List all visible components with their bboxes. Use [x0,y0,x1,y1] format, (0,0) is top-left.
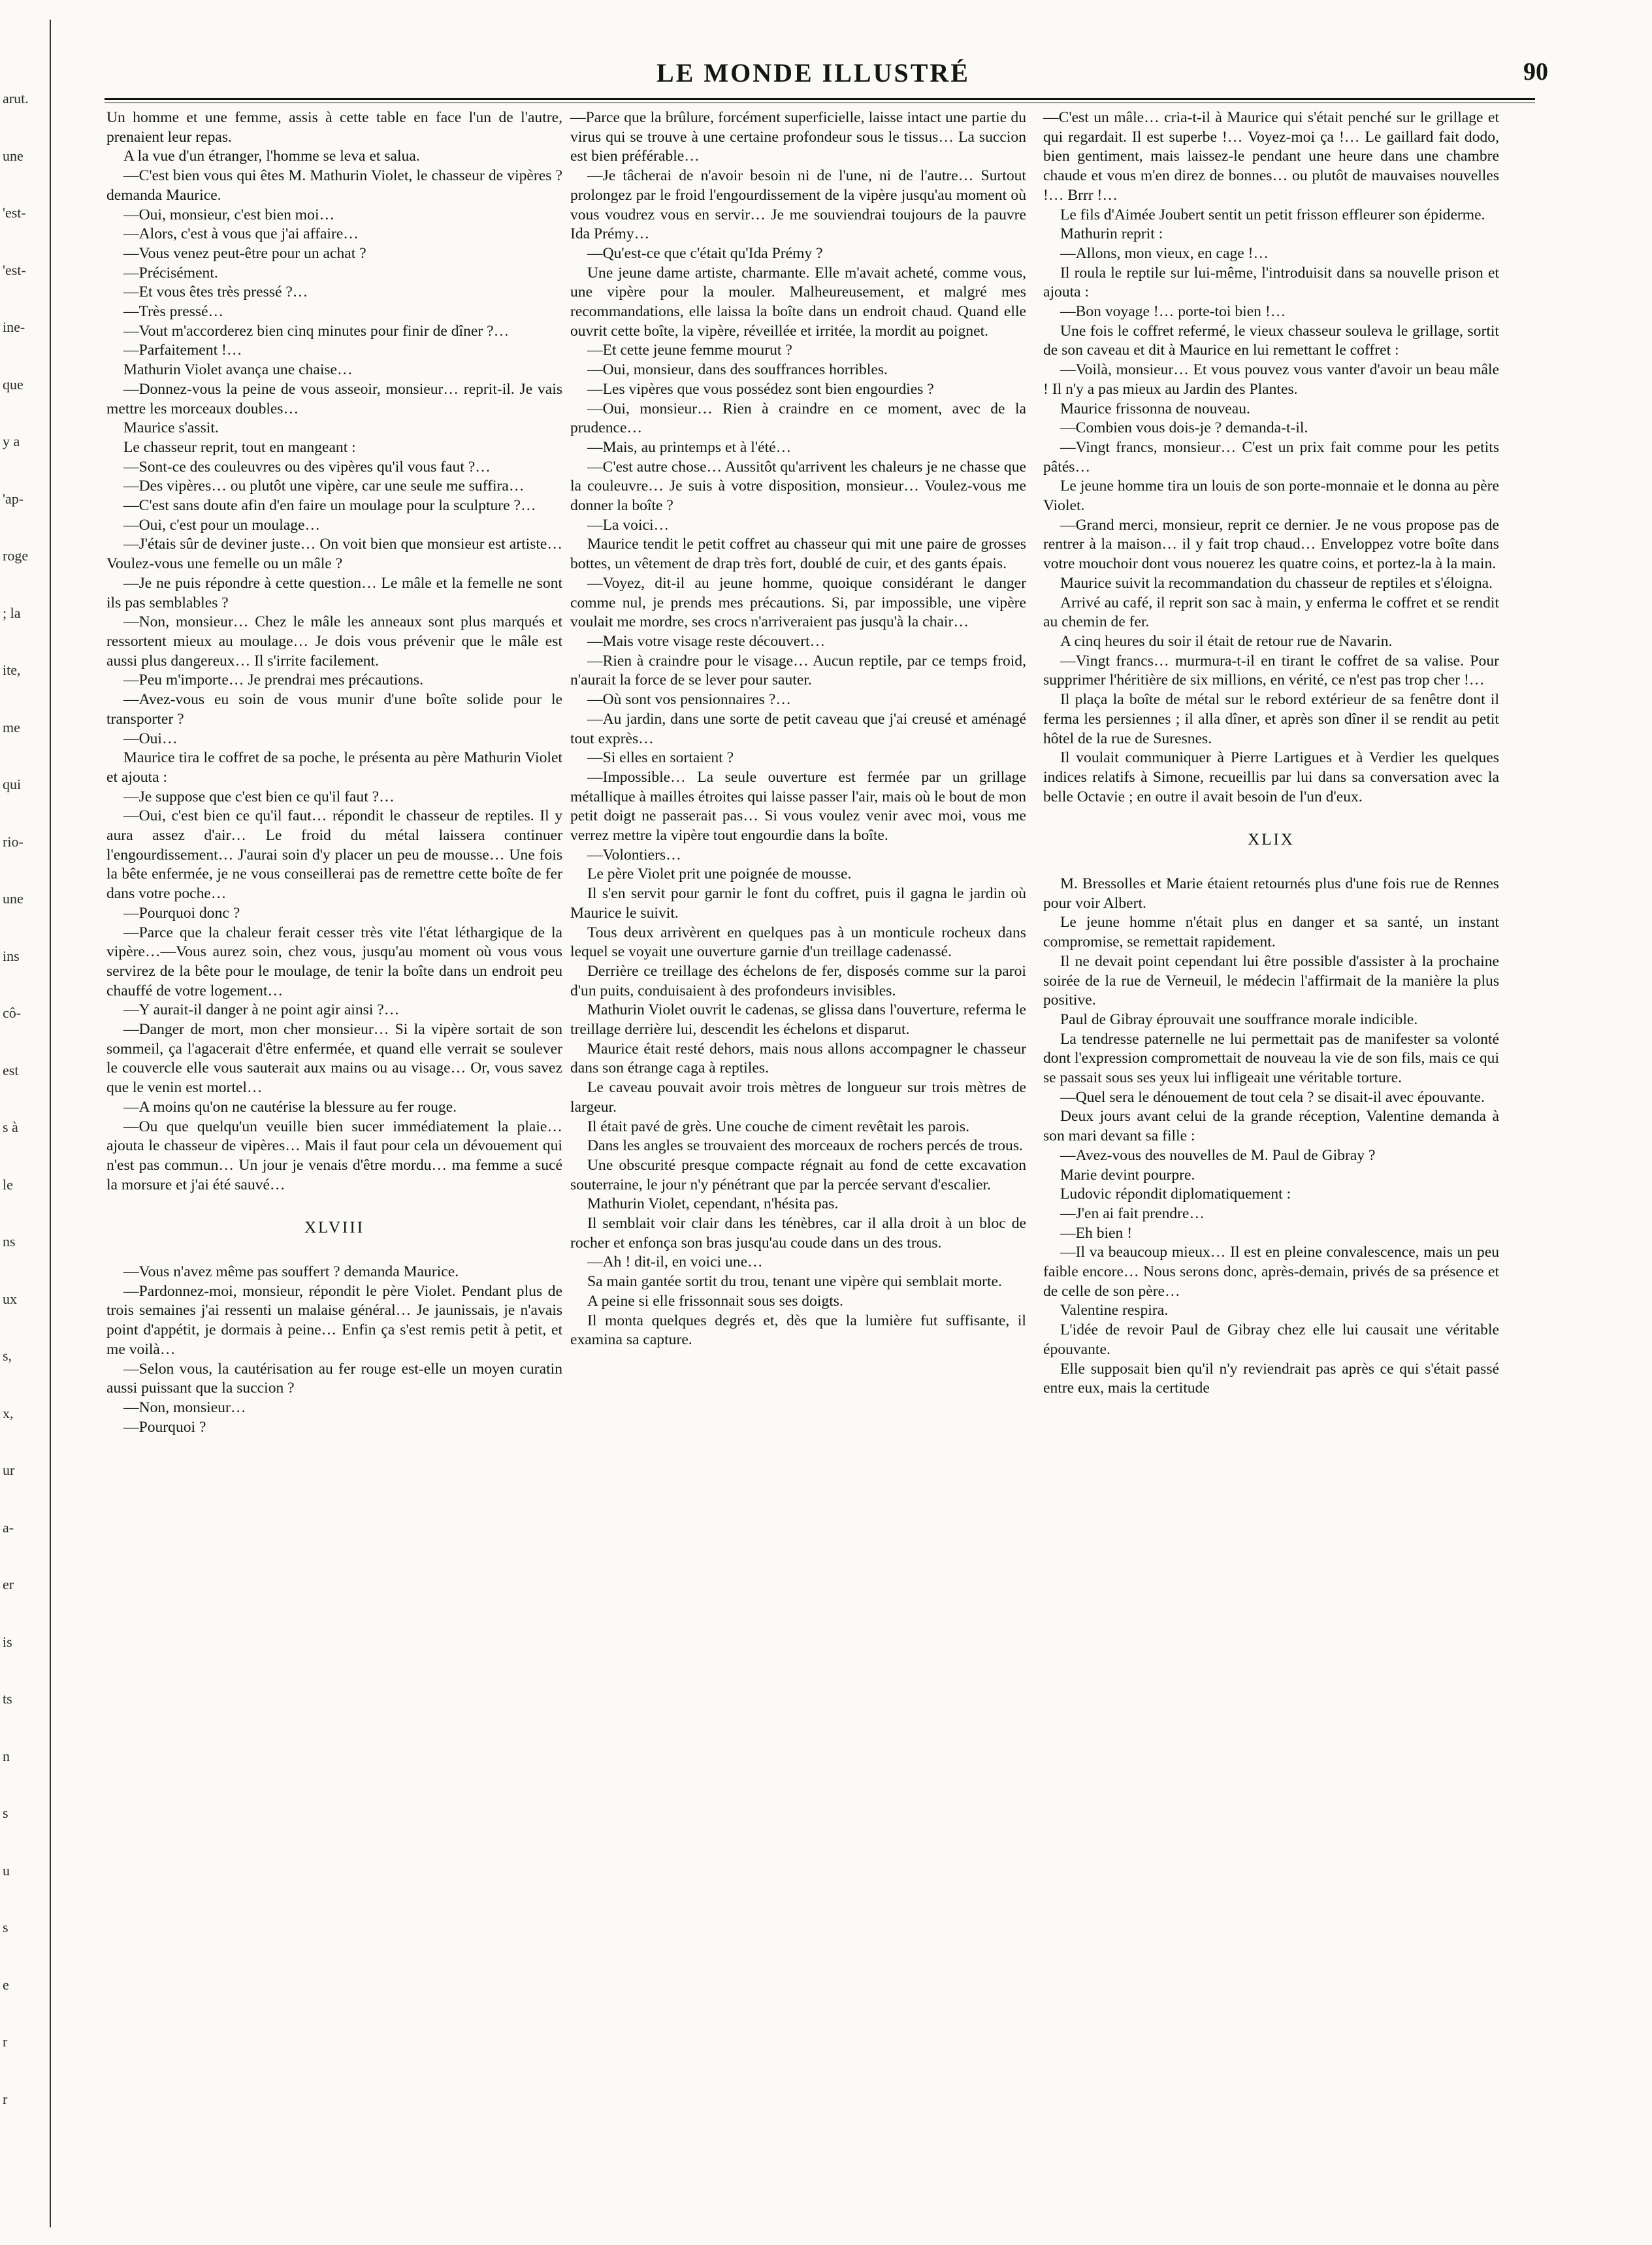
paragraph: —Mais, au printemps et à l'été… [587,438,792,456]
paragraph: Il monta quelques degrés et, dès que la lumière fut suffisante, il examina sa capture. [570,1312,1026,1349]
paragraph: —Si elles en sortaient ? [587,749,734,767]
paragraph: —C'est un mâle… cria-t-il à Maurice qui s'était penché sur le grillage et qui regardait. Il est superbe !… Voyez-moi ça !… Le gaillard fait dodo, bien gentiment, mais laissez-le pendant une heure dans une chambre chaude et vous m'en direz de bonnes… ou plutôt de mauvaises nouvelles !… Brrr !… [1043,109,1499,204]
paragraph: —Combien vous dois-je ? demanda-t-il. [1060,419,1308,437]
paragraph: Il semblait voir clair dans les ténèbres, car il alla droit à un bloc de rocher et enfonça son bras jusqu'au coude dans un des trous. [570,1215,1026,1252]
paragraph: —J'étais sûr de deviner juste… On voit bien que monsieur est artiste… Voulez-vous une femelle ou un mâle ? [106,536,562,573]
paragraph: Derrière ce treillage des échelons de fer, disposés comme sur la paroi d'un puits, conduisaient à des profondeurs invisibles. [570,962,1026,999]
paragraph: Mathurin Violet, cependant, n'hésita pas. [587,1195,839,1213]
paragraph: La tendresse paternelle ne lui permettait pas de manifester sa volonté dont l'expression compromettait de nouveau la vie de son fils, mais ce qui se passait sous ses yeux lui infligeait une véritable torture. [1043,1030,1499,1087]
paragraph: —A moins qu'on ne cautérise la blessure au fer rouge. [123,1098,457,1116]
previous-page-margin [0,91,42,2182]
paragraph: —Des vipères… ou plutôt une vipère, car une seule me suffira… [123,477,525,495]
paragraph: —Quel sera le dénouement de tout cela ? se disait-il avec épouvante. [1060,1088,1485,1106]
paragraph: Le père Violet prit une poignée de mousse. [587,865,852,883]
margin-fragment: y a [3,433,20,449]
paragraph: —Au jardin, dans une sorte de petit caveau que j'ai creusé et aménagé tout exprès… [570,710,1026,747]
paragraph: A cinq heures du soir il était de retour rue de Navarin. [1060,632,1393,650]
paragraph: Il était pavé de grès. Une couche de ciment revêtait les parois. [587,1118,970,1135]
masthead-title: LE MONDE ILLUSTRÉ [656,58,970,88]
paragraph: —Vout m'accorderez bien cinq minutes pour finir de dîner ?… [123,322,510,340]
paragraph: Maurice était resté dehors, mais nous allons accompagner le chasseur dans son étrange caga à reptiles. [570,1040,1026,1077]
paragraph: —Avez-vous des nouvelles de M. Paul de Gibray ? [1060,1146,1376,1164]
paragraph: —Vingt francs, monsieur… C'est un prix fait comme pour les petits pâtés… [1043,438,1499,476]
paragraph: Un homme et une femme, assis à cette table en face l'un de l'autre, prenaient leur repas. [106,109,562,146]
paragraph: Sa main gantée sortit du trou, tenant une vipère qui semblait morte. [587,1273,1002,1291]
paragraph: —C'est sans doute afin d'en faire un moulage pour la sculpture ?… [123,497,536,515]
paragraph: Mathurin Violet avança une chaise… [123,361,353,379]
paragraph: —Vous venez peut-être pour un achat ? [123,244,366,262]
margin-fragment: qui [3,776,22,792]
paragraph: —Rien à craindre pour le visage… Aucun reptile, par ce temps froid, n'aurait la force de se lever pour sauter. [570,652,1026,689]
paragraph: Une fois le coffret refermé, le vieux chasseur souleva le grillage, sortit de son caveau et dit à Maurice en lui remettant le coffret : [1043,322,1499,359]
paragraph: Elle supposait bien qu'il n'y reviendrait pas après ce qui s'était passé entre eux, mais la certitude [1043,1360,1499,1397]
paragraph: Il plaça la boîte de métal sur le rebord extérieur de sa fenêtre dont il ferma les persiennes ; il alla dîner, et après son dîner il se rendit au petit hôtel de la rue de Suresnes. [1043,691,1499,747]
paragraph: —Les vipères que vous possédez sont bien engourdies ? [587,380,934,398]
margin-fragment: une [3,890,24,907]
paragraph: —Non, monsieur… Chez le mâle les anneaux sont plus marqués et ressortent mieux au moulage… Je dois vous prévenir que le mâle est aussi plus dangereux… Il s'irrite facilement. [106,613,562,670]
paragraph: —Ou que quelqu'un veuille bien sucer immédiatement la plaie… ajouta le chasseur de vipères… Mais il faut pour cela un dévouement qui n'est pas commun… Un jour je venais d'être mordu… ma femme a sucé la morsure et j'ai été sauvé… [106,1118,562,1193]
margin-fragment: est [3,1062,19,1078]
paragraph: Une jeune dame artiste, charmante. Elle m'avait acheté, comme vous, une vipère pour la mouler. Malheureusement, et malgré mes recommandations, elle laissa la boîte dans un endroit chaud. Quand elle ouvrit cette boîte, la vipère, réveillée et irritée, la mordit au poignet. [570,264,1026,340]
paragraph: —Et cette jeune femme mourut ? [587,342,792,359]
margin-fragment: ts [3,1690,12,1707]
paragraph: —Ah ! dit-il, en voici une… [587,1253,763,1271]
paragraph: —Avez-vous eu soin de vous munir d'une boîte solide pour le transporter ? [106,691,562,728]
paragraph: Le caveau pouvait avoir trois mètres de longueur sur trois mètres de largeur. [570,1079,1026,1116]
margin-fragment: ins [3,948,20,964]
paragraph: —Oui, monsieur, dans des souffrances horribles. [587,361,888,379]
text-column-3 [1043,108,1499,1398]
paragraph: —Selon vous, la cautérisation au fer rouge est-elle un moyen curatin aussi puissant que la succion ? [106,1360,562,1397]
margin-fragment: s [3,1919,8,1935]
paragraph: Ludovic répondit diplomatiquement : [1060,1186,1291,1203]
paragraph: —Y aurait-il danger à ne point agir ainsi ?… [123,1001,400,1019]
paragraph: A peine si elle frissonnait sous ses doigts. [587,1292,843,1310]
paragraph: Arrivé au café, il reprit son sac à main, y enferma le coffret et se rendit au chemin de fer. [1043,594,1499,631]
paragraph: —Précisément. [123,264,218,282]
margin-fragment: ine- [3,319,25,335]
paragraph: Tous deux arrivèrent en quelques pas à un monticule rocheux dans lequel se voyait une ouverture garnie d'un treillage cadenassé. [570,924,1026,961]
margin-fragment: 'est- [3,262,26,278]
paragraph: Il s'en servit pour garnir le font du coffret, puis il gagna le jardin où Maurice le suivit. [570,885,1026,922]
paragraph: —Oui… [123,730,178,747]
margin-fragment: le [3,1176,13,1193]
margin-fragment: roge [3,547,29,564]
paragraph: Maurice frissonna de nouveau. [1060,400,1250,417]
paragraph: —Allons, mon vieux, en cage !… [1060,244,1269,262]
margin-fragment: ur [3,1462,15,1478]
paragraph: Maurice s'assit. [123,419,219,437]
paragraph: —Volontiers… [587,846,681,864]
paragraph: Marie devint pourpre. [1060,1166,1195,1184]
text-column-1 [106,108,562,1437]
paragraph: Maurice tendit le petit coffret au chasseur qui mit une paire de grosses bottes, un vêtement de drap très fort, doublé de cuir, et des gants épais. [570,536,1026,573]
paragraph: Le chasseur reprit, tout en mangeant : [123,438,356,456]
text-column-2 [570,108,1026,1350]
margin-fragment: ; la [3,605,21,621]
margin-fragment: ns [3,1233,16,1250]
paragraph: —Parce que la chaleur ferait cesser très vite l'état léthargique de la vipère…—Vous aurez soin, chez vous, jusqu'au moment où vous vous servirez de la bête pour le moulage, de tenir la boîte dans un endroit peu chauffé de votre logement… [106,924,562,999]
paragraph: Une obscurité presque compacte régnait au fond de cette excavation souterraine, le jour n'y pénétrant que par la percée servant d'escalier. [570,1156,1026,1193]
paragraph: A la vue d'un étranger, l'homme se leva et salua. [123,148,420,165]
margin-fragment: is [3,1634,12,1650]
margin-fragment: u [3,1862,10,1879]
margin-fragment: r [3,2033,8,2050]
margin-fragment: arut. [3,90,29,106]
paragraph: —Je ne puis répondre à cette question… Le mâle et la femelle ne sont ils pas semblables ? [106,574,562,611]
paragraph: —Il va beaucoup mieux… Il est en pleine convalescence, mais un peu faible encore… Nous serons donc, après-demain, privés de sa présence et de celle de son père… [1043,1244,1499,1300]
paragraph: —Parce que la brûlure, forcément superficielle, laisse intact une partie du virus qui se trouve à une certaine profondeur sous le tissus… La succion est bien préférable… [570,109,1026,165]
paragraph: —Mais votre visage reste découvert… [587,632,826,650]
paragraph: —Danger de mort, mon cher monsieur… Si la vipère sortait de son sommeil, ça l'agacerait d'être enfermée, et quand elle verrait se soulever le couvercle elle vous sauterait aux mains ou au visage… Or, vous savez que le venin est mortel… [106,1021,562,1097]
margin-fragment: que [3,376,24,393]
chapter-heading: XLIX [1248,831,1295,849]
paragraph: —Parfaitement !… [123,342,242,359]
margin-fragment: ux [3,1291,17,1307]
margin-fragment: 'est- [3,204,26,221]
margin-fragment: s à [3,1119,18,1135]
margin-fragment: r [3,2091,8,2107]
paragraph: —Bon voyage !… porte-toi bien !… [1060,303,1286,321]
paragraph: —Qu'est-ce que c'était qu'Ida Prémy ? [587,244,823,262]
paragraph: —Voilà, monsieur… Et vous pouvez vous vanter d'avoir un beau mâle ! Il n'y a pas mieux au Jardin des Plantes. [1043,361,1499,398]
paragraph: —Oui, c'est bien ce qu'il faut… répondit le chasseur de reptiles. Il y aura assez d'air… Le froid du métal laissera continuer l'engourdissement… J'aurai soin d'y placer un peu de mousse… Une fois la bête enfermée, je ne vous conseillerai pas de remettre cette boîte de fer dans votre poche… [106,807,562,903]
paragraph: —Donnez-vous la peine de vous asseoir, monsieur… reprit-il. Je vais mettre les morceaux doubles… [106,380,562,417]
paragraph: M. Bressolles et Marie étaient retournés plus d'une fois rue de Rennes pour voir Albert. [1043,875,1499,912]
paragraph: —Pourquoi ? [123,1418,206,1436]
margin-fragment: s [3,1805,8,1821]
margin-fragment: cô- [3,1005,22,1021]
paragraph: —Où sont vos pensionnaires ?… [587,691,791,709]
paragraph: —Alors, c'est à vous que j'ai affaire… [123,225,359,243]
paragraph: —Et vous êtes très pressé ?… [123,283,308,301]
paragraph: —Je tâcherai de n'avoir besoin ni de l'une, ni de l'autre… Surtout prolongez par le froid l'engourdissement de la vipère jusqu'au moment où vous voudrez vous en servir… Je me souviendrai toujours de la pauvre Ida Prémy… [570,167,1026,243]
paragraph: —Vous n'avez même pas souffert ? demanda Maurice. [123,1263,459,1281]
paragraph: —Impossible… La seule ouverture est fermée par un grillage métallique à mailles étroites qui laisse passer l'air, mais où le bout de mon petit doigt ne passerait pas… Si vous voulez venir avec moi, vous me verrez mettre la vipère tout engourdie dans la boîte. [570,768,1026,845]
paragraph: Dans les angles se trouvaient des morceaux de rochers percés de trous. [587,1137,1023,1155]
paragraph: Le jeune homme n'était plus en danger et sa santé, un instant compromise, se remettait rapidement. [1043,914,1499,951]
paragraph: L'idée de revoir Paul de Gibray chez elle lui causait une véritable épouvante. [1043,1321,1499,1358]
paragraph: —C'est autre chose… Aussitôt qu'arrivent les chaleurs je ne chasse que la couleuvre… Je suis à votre disposition, monsieur… Voulez-vous me donner la boîte ? [570,458,1026,515]
margin-fragment: une [3,148,24,164]
paragraph: Le jeune homme tira un louis de son porte-monnaie et le donna au père Violet. [1043,477,1499,515]
paragraph: Maurice suivit la recommandation du chasseur de reptiles et s'éloigna. [1060,574,1493,592]
paragraph: —Je suppose que c'est bien ce qu'il faut ?… [123,788,395,805]
paragraph: —Oui, c'est pour un moulage… [123,516,321,534]
paragraph: —C'est bien vous qui êtes M. Mathurin Violet, le chasseur de vipères ? demanda Maurice. [106,167,562,204]
gutter-divider [50,20,51,2227]
margin-fragment: me [3,719,20,735]
paragraph: Deux jours avant celui de la grande réception, Valentine demanda à son mari devant sa fille : [1043,1108,1499,1145]
paragraph: Il ne devait point cependant lui être possible d'assister à la prochaine soirée de la rue de Verneuil, le médecin l'affirmait de la manière la plus positive. [1043,952,1499,1009]
margin-fragment: ite, [3,662,21,678]
paragraph: Valentine respira. [1060,1302,1169,1319]
margin-fragment: a- [3,1519,14,1536]
paragraph: Le fils d'Aimée Joubert sentit un petit frisson effleurer son épiderme. [1060,206,1485,223]
paragraph: —Pourquoi donc ? [123,904,240,922]
paragraph: Mathurin Violet ouvrit le cadenas, se glissa dans l'ouverture, referma le treillage derrière lui, descendit les échelons et disparut. [570,1001,1026,1039]
paragraph: —Oui, monsieur, c'est bien moi… [123,206,335,223]
margin-fragment: x, [3,1405,14,1421]
page-header [105,57,1548,97]
paragraph: —Oui, monsieur… Rien à craindre en ce moment, avec de la prudence… [570,400,1026,437]
paragraph: —Non, monsieur… [123,1399,246,1416]
paragraph: —Sont-ce des couleuvres ou des vipères qu'il vous faut ?… [123,458,491,476]
paragraph: —J'en ai fait prendre… [1060,1204,1205,1222]
paragraph: —Très pressé… [123,303,224,321]
paragraph: Paul de Gibray éprouvait une souffrance morale indicible. [1060,1010,1418,1028]
margin-fragment: e [3,1977,9,1993]
margin-fragment: n [3,1748,10,1764]
margin-fragment: rio- [3,833,24,850]
margin-fragment: er [3,1576,14,1592]
paragraph: —La voici… [587,516,670,534]
paragraph: —Peu m'importe… Je prendrai mes précautions. [123,671,423,689]
paragraph: —Grand merci, monsieur, reprit ce dernier. Je ne vous propose pas de rentrer à la maison… il y fait trop chaud… Enveloppez votre boîte dans votre mouchoir dont vous nouerez les quatre coins, et portez-la à la main. [1043,516,1499,573]
paragraph: Il voulait communiquer à Pierre Lartigues et à Verdier les quelques indices relatifs à Simone, recueillis par lui dans sa conversation avec la belle Octavie ; en outre il avait besoin de l'un d'eux. [1043,749,1499,805]
margin-fragment: s, [3,1348,12,1364]
chapter-heading: XLVIII [304,1219,365,1237]
header-rule [105,98,1535,100]
paragraph: Mathurin reprit : [1060,225,1163,243]
paragraph: —Voyez, dit-il au jeune homme, quoique considérant le danger comme nul, je prends mes précautions. Si, par impossible, une vipère voulait me mordre, ses crocs n'arriveraient pas jusqu'à la chair… [570,574,1026,631]
paragraph: —Pardonnez-moi, monsieur, répondit le père Violet. Pendant plus de trois semaines j'ai ressenti un malaise général… Je jaunissais, je n'avais point d'appétit, je dormais à peine… Enfin ça s'est remis petit à petit, et me voilà… [106,1282,562,1358]
margin-fragment: 'ap- [3,491,24,507]
paragraph: —Vingt francs… murmura-t-il en tirant le coffret de sa valise. Pour supprimer l'héritière de six millions, en vérité, ce n'est pas trop cher !… [1043,652,1499,689]
paragraph: Maurice tira le coffret de sa poche, le présenta au père Mathurin Violet et ajouta : [106,749,562,786]
paragraph: —Eh bien ! [1060,1224,1133,1242]
paragraph: Il roula le reptile sur lui-même, l'introduisit dans sa nouvelle prison et ajouta : [1043,264,1499,301]
page-number: 90 [1523,58,1548,86]
